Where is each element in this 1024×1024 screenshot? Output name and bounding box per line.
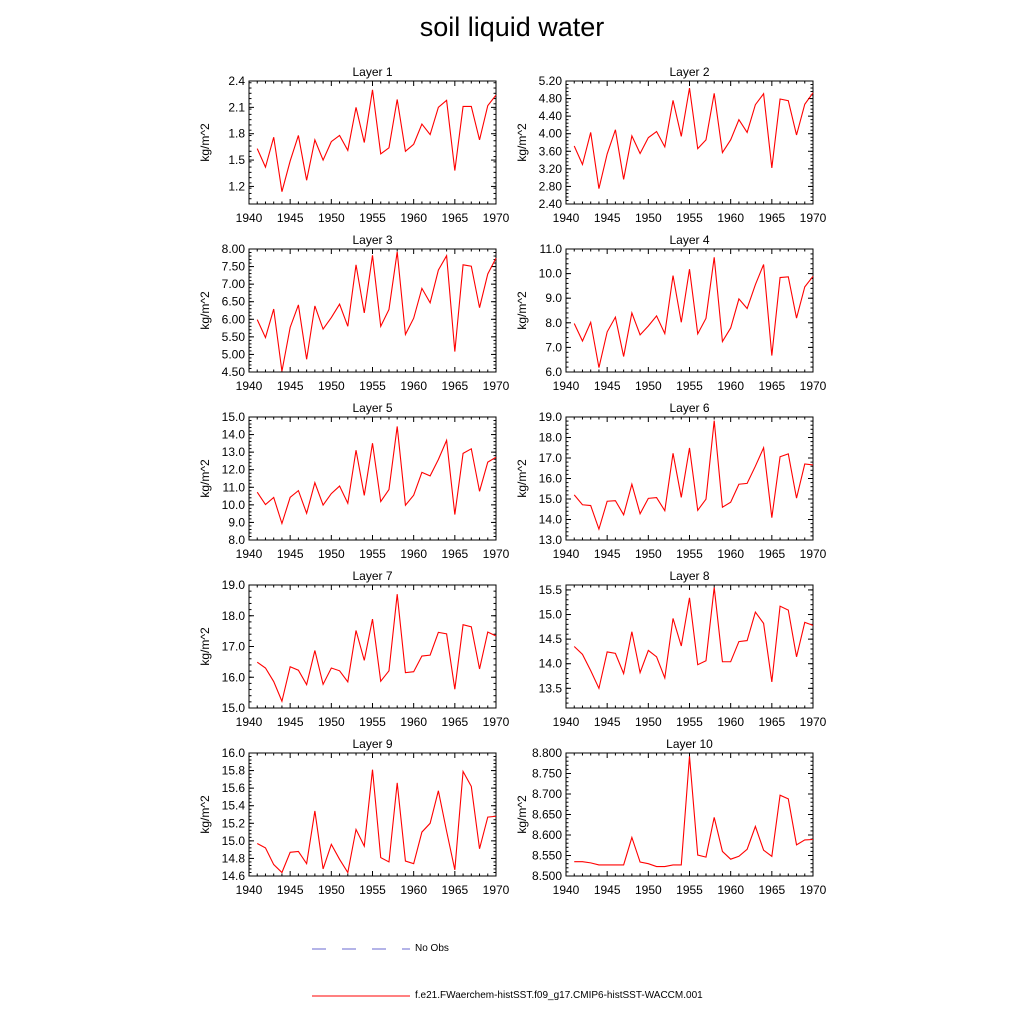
y-tick-label: 6.00 (221, 312, 245, 327)
y-tick-label: 18.0 (538, 430, 562, 445)
y-tick-label: 7.00 (221, 277, 245, 292)
series-line (574, 88, 813, 189)
y-axis-label: kg/m^2 (198, 627, 212, 666)
x-tick-label: 1965 (441, 211, 469, 225)
plot-frame (566, 417, 813, 540)
y-tick-label: 4.00 (538, 126, 562, 141)
x-tick-label: 1955 (676, 883, 703, 897)
x-tick-label: 1945 (276, 379, 304, 393)
plot-frame (566, 753, 813, 876)
y-tick-label: 4.80 (538, 91, 562, 106)
y-tick-label: 1.5 (228, 153, 245, 168)
y-tick-label: 12.0 (221, 462, 245, 477)
y-tick-label: 2.4 (228, 74, 245, 88)
x-tick-label: 1950 (317, 547, 345, 561)
y-tick-label: 8.0 (228, 533, 245, 547)
y-tick-label: 13.0 (538, 533, 562, 547)
x-tick-label: 1970 (482, 379, 510, 393)
y-axis-label: kg/m^2 (198, 459, 212, 498)
x-tick-label: 1965 (441, 547, 469, 561)
y-tick-label: 15.0 (221, 701, 245, 715)
x-tick-label: 1950 (634, 715, 662, 729)
x-tick-label: 1945 (593, 883, 621, 897)
y-tick-label: 13.5 (538, 681, 562, 696)
x-tick-label: 1970 (482, 211, 510, 225)
x-tick-label: 1970 (799, 883, 827, 897)
x-tick-label: 1960 (717, 715, 745, 729)
series-line (257, 426, 496, 523)
plot-frame (249, 417, 496, 540)
y-tick-label: 1.8 (228, 126, 245, 141)
chart-panel (198, 65, 510, 225)
y-tick-label: 16.0 (538, 471, 562, 486)
y-axis-label: kg/m^2 (198, 291, 212, 330)
x-tick-label: 1940 (552, 883, 580, 897)
y-tick-label: 15.5 (538, 582, 562, 597)
x-tick-label: 1950 (317, 883, 345, 897)
x-tick-label: 1955 (359, 379, 386, 393)
x-tick-label: 1945 (276, 547, 304, 561)
plot-frame (566, 249, 813, 372)
panel-title: Layer 10 (666, 737, 713, 751)
x-tick-label: 1970 (482, 715, 510, 729)
x-tick-label: 1940 (235, 547, 263, 561)
y-tick-label: 15.4 (221, 798, 245, 813)
x-tick-label: 1940 (235, 211, 263, 225)
series-line (257, 252, 496, 371)
chart-panel (515, 65, 827, 225)
y-tick-label: 15.0 (538, 492, 562, 506)
page-title: soil liquid water (419, 12, 605, 42)
y-tick-label: 15.0 (221, 410, 245, 424)
x-tick-label: 1965 (441, 883, 469, 897)
y-axis-label: kg/m^2 (515, 291, 529, 330)
x-tick-label: 1960 (717, 883, 745, 897)
x-tick-label: 1950 (634, 211, 662, 225)
y-tick-label: 3.60 (538, 144, 562, 159)
chart-panel (515, 233, 827, 393)
y-tick-label: 18.0 (221, 608, 245, 623)
y-tick-label: 9.0 (228, 515, 245, 530)
x-tick-label: 1955 (359, 547, 386, 561)
x-tick-label: 1970 (799, 547, 827, 561)
series-line (574, 756, 813, 866)
y-tick-label: 14.6 (221, 869, 245, 883)
x-tick-label: 1950 (317, 379, 345, 393)
y-axis-label: kg/m^2 (515, 123, 529, 162)
y-tick-label: 8.700 (531, 787, 562, 801)
x-tick-label: 1940 (552, 715, 580, 729)
y-tick-label: 15.0 (221, 833, 245, 848)
panel-title: Layer 1 (352, 65, 393, 79)
y-tick-label: 2.80 (538, 179, 562, 194)
chart-panel (198, 233, 510, 393)
x-tick-label: 1970 (482, 547, 510, 561)
panel-title: Layer 8 (669, 569, 710, 583)
y-tick-label: 10.0 (538, 266, 562, 281)
panel-title: Layer 4 (669, 233, 710, 247)
y-tick-label: 4.40 (538, 109, 562, 124)
x-tick-label: 1955 (359, 211, 386, 225)
x-tick-label: 1970 (799, 211, 827, 225)
y-tick-label: 8.650 (531, 807, 562, 822)
chart-panel (198, 737, 510, 897)
x-tick-label: 1960 (400, 211, 428, 225)
y-tick-label: 8.800 (531, 746, 562, 760)
x-tick-label: 1945 (593, 379, 621, 393)
series-line (574, 587, 813, 688)
x-tick-label: 1965 (758, 211, 786, 225)
x-tick-label: 1955 (676, 379, 703, 393)
y-tick-label: 1.2 (228, 179, 245, 194)
x-tick-label: 1950 (634, 379, 662, 393)
x-tick-label: 1940 (552, 547, 580, 561)
y-tick-label: 8.750 (531, 766, 562, 781)
x-tick-label: 1955 (359, 883, 386, 897)
y-tick-label: 2.1 (228, 100, 245, 115)
y-tick-label: 6.50 (221, 294, 245, 309)
panel-title: Layer 2 (669, 65, 710, 79)
panel-title: Layer 3 (352, 233, 393, 247)
y-tick-label: 7.0 (545, 340, 562, 355)
panel-title: Layer 7 (352, 569, 393, 583)
x-tick-label: 1965 (758, 547, 786, 561)
x-tick-label: 1940 (552, 211, 580, 225)
legend-model-label: f.e21.FWaerchem-histSST.f09_g17.CMIP6-histSST-WACCM.001 (415, 990, 703, 1001)
y-tick-label: 8.550 (531, 848, 562, 863)
chart-panel (539, 569, 827, 729)
y-tick-label: 6.0 (545, 365, 562, 379)
y-tick-label: 13.0 (221, 445, 245, 460)
y-tick-label: 4.50 (221, 365, 245, 379)
x-tick-label: 1950 (634, 547, 662, 561)
panel-title: Layer 5 (352, 401, 393, 415)
x-tick-label: 1940 (552, 379, 580, 393)
chart-panel (515, 737, 827, 897)
chart-panel (515, 401, 827, 561)
x-tick-label: 1955 (676, 715, 703, 729)
y-tick-label: 5.50 (221, 329, 245, 344)
y-tick-label: 15.8 (221, 763, 245, 778)
y-tick-label: 14.0 (221, 427, 245, 442)
x-tick-label: 1965 (441, 379, 469, 393)
chart-panel (198, 569, 510, 729)
x-tick-label: 1945 (276, 211, 304, 225)
legend-obs-label: No Obs (415, 943, 449, 954)
y-tick-label: 3.20 (538, 161, 562, 176)
panel-title: Layer 9 (352, 737, 393, 751)
x-tick-label: 1960 (717, 211, 745, 225)
x-tick-label: 1955 (676, 211, 703, 225)
x-tick-label: 1970 (799, 379, 827, 393)
y-tick-label: 8.0 (545, 315, 562, 330)
series-line (257, 90, 496, 192)
x-tick-label: 1965 (758, 379, 786, 393)
series-line (574, 421, 813, 529)
x-tick-label: 1960 (717, 379, 745, 393)
x-tick-label: 1960 (717, 547, 745, 561)
y-axis-label: kg/m^2 (515, 459, 529, 498)
series-line (574, 257, 813, 367)
y-tick-label: 16.0 (221, 670, 245, 685)
x-tick-label: 1965 (758, 715, 786, 729)
x-tick-label: 1960 (400, 547, 428, 561)
x-tick-label: 1940 (235, 883, 263, 897)
y-axis-label: kg/m^2 (198, 795, 212, 834)
y-tick-label: 15.0 (538, 607, 562, 622)
y-tick-label: 8.600 (531, 828, 562, 842)
x-tick-label: 1945 (276, 883, 304, 897)
y-axis-label: kg/m^2 (198, 123, 212, 162)
y-tick-label: 19.0 (538, 410, 562, 424)
y-tick-label: 5.00 (221, 347, 245, 362)
x-tick-label: 1965 (441, 715, 469, 729)
y-tick-label: 14.0 (538, 512, 562, 527)
y-tick-label: 11.0 (222, 480, 245, 495)
panel-title: Layer 6 (669, 401, 710, 415)
x-tick-label: 1950 (317, 715, 345, 729)
x-tick-label: 1945 (276, 715, 304, 729)
y-tick-label: 15.6 (221, 781, 245, 796)
series-line (257, 594, 496, 701)
x-tick-label: 1940 (235, 715, 263, 729)
x-tick-label: 1945 (593, 547, 621, 561)
y-tick-label: 11.0 (539, 242, 562, 256)
y-tick-label: 14.8 (221, 851, 245, 866)
y-tick-label: 8.00 (221, 242, 245, 256)
y-tick-label: 7.50 (221, 259, 245, 274)
y-tick-label: 10.0 (221, 497, 245, 512)
y-tick-label: 8.500 (531, 869, 562, 883)
x-tick-label: 1940 (235, 379, 263, 393)
y-tick-label: 15.2 (221, 816, 245, 831)
y-tick-label: 2.40 (538, 197, 562, 211)
x-tick-label: 1945 (593, 715, 621, 729)
y-tick-label: 14.5 (538, 632, 562, 647)
y-axis-label: kg/m^2 (515, 795, 529, 834)
x-tick-label: 1945 (593, 211, 621, 225)
x-tick-label: 1955 (359, 715, 386, 729)
x-tick-label: 1965 (758, 883, 786, 897)
x-tick-label: 1955 (676, 547, 703, 561)
plot-frame (566, 81, 813, 204)
y-tick-label: 17.0 (538, 451, 562, 465)
y-tick-label: 17.0 (221, 639, 245, 654)
y-tick-label: 9.0 (545, 291, 562, 306)
chart-panel (198, 401, 510, 561)
y-tick-label: 14.0 (538, 656, 562, 671)
y-tick-label: 19.0 (221, 578, 245, 592)
x-tick-label: 1960 (400, 379, 428, 393)
y-tick-label: 16.0 (221, 746, 245, 760)
plot-frame (249, 585, 496, 708)
y-tick-label: 5.20 (538, 74, 562, 88)
x-tick-label: 1950 (634, 883, 662, 897)
x-tick-label: 1960 (400, 715, 428, 729)
x-tick-label: 1970 (482, 883, 510, 897)
x-tick-label: 1950 (317, 211, 345, 225)
series-line (257, 770, 496, 873)
x-tick-label: 1960 (400, 883, 428, 897)
x-tick-label: 1970 (799, 715, 827, 729)
